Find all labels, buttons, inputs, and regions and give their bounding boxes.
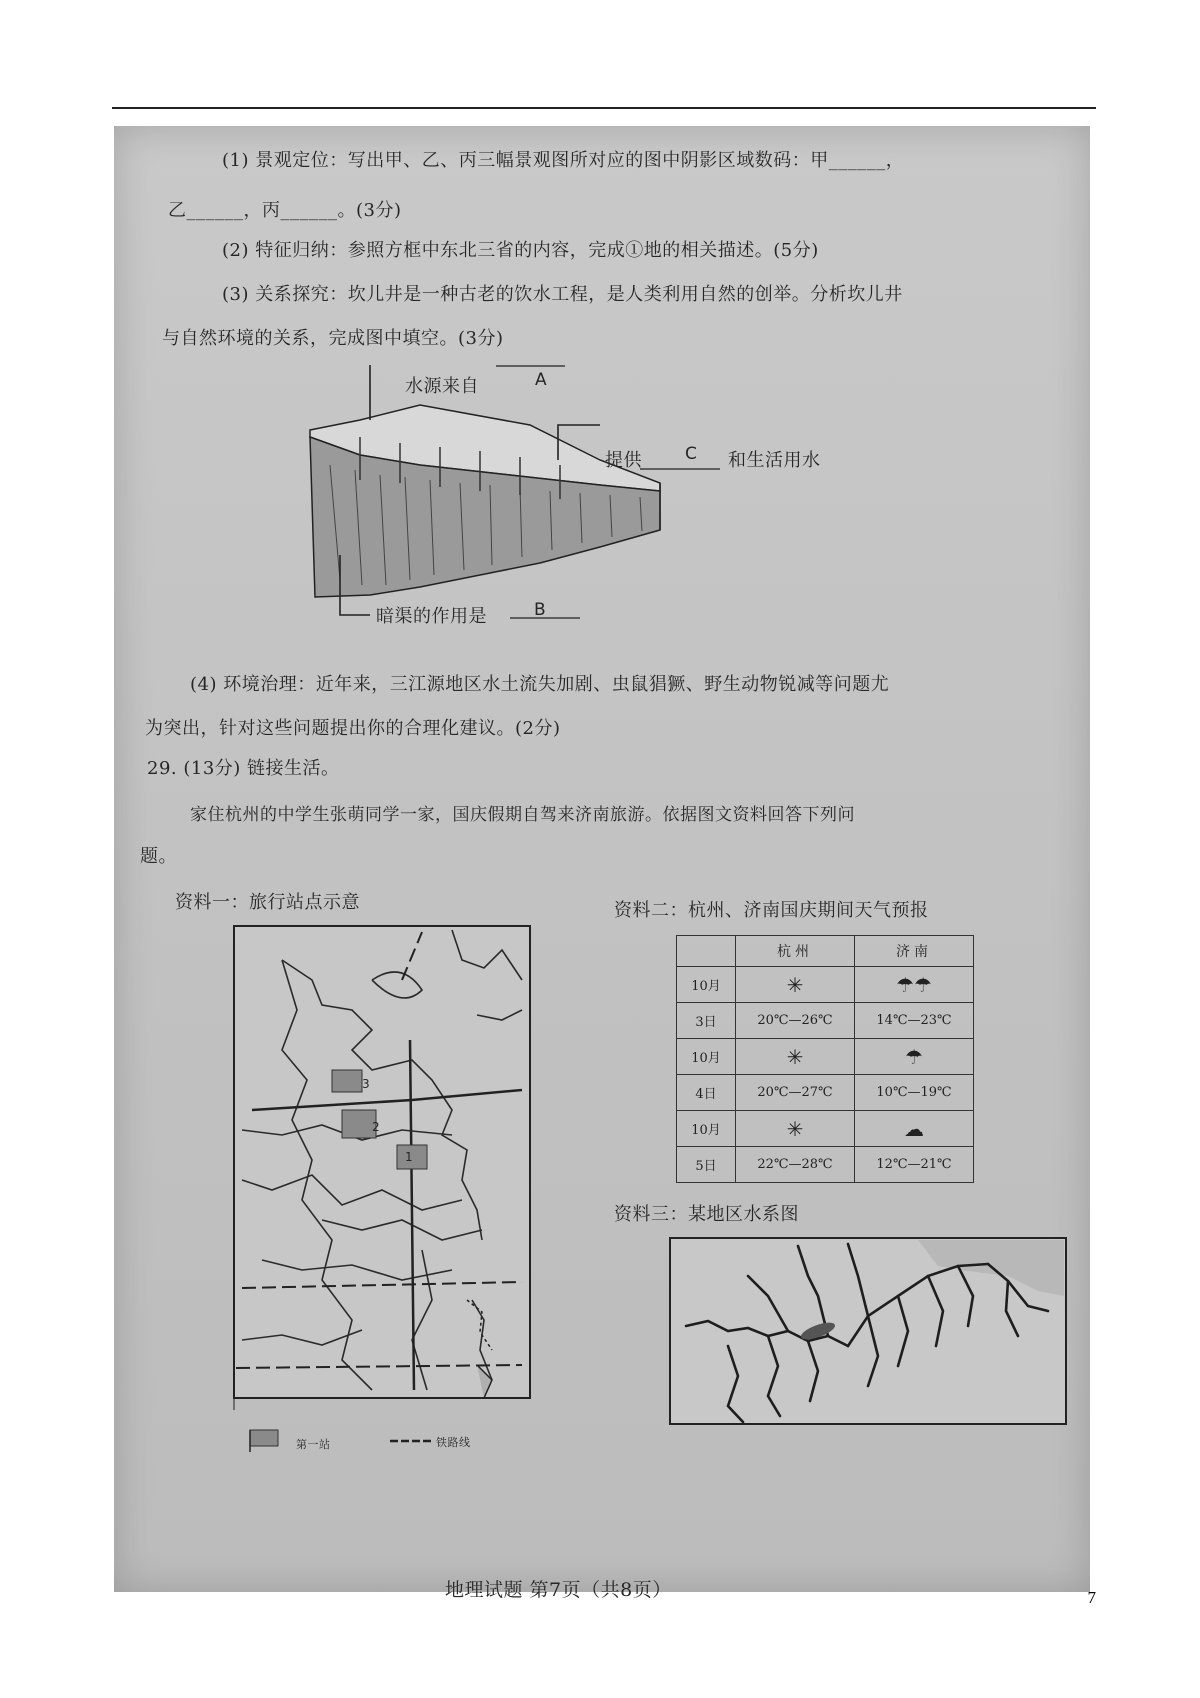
legend-station-label: 第一站 <box>296 1438 331 1451</box>
sun-icon: ✳ <box>736 1111 855 1147</box>
map-station-1: 1 <box>405 1150 414 1164</box>
weather-jn-temp: 12℃—21℃ <box>855 1147 974 1183</box>
rain-icon: ☂ <box>855 1039 974 1075</box>
exam-footer: 地理试题 第7页（共8页） <box>445 1579 672 1601</box>
question-4-line-1: (4) 环境治理：近年来，三江源地区水土流失加剧、虫鼠猖獗、野生动物锐减等问题尤 <box>190 674 890 695</box>
weather-day: 4日 <box>677 1075 736 1111</box>
question-1-line-2: 乙______，丙______。(3分) <box>168 200 402 221</box>
map-station-3: 3 <box>362 1077 371 1091</box>
weather-month: 10月 <box>677 967 736 1003</box>
map-station-2: 2 <box>372 1120 381 1134</box>
intro-line-2: 题。 <box>140 846 177 867</box>
diagram-label-b: B <box>534 600 547 620</box>
material-2-title: 资料二：杭州、济南国庆期间天气预报 <box>614 900 929 921</box>
question-1-line-1: (1) 景观定位：写出甲、乙、丙三幅景观图所对应的图中阴影区域数码：甲______， <box>222 150 905 171</box>
header-rule <box>112 107 1096 109</box>
question-3-line-1: (3) 关系探究：坎儿井是一种古老的饮水工程，是人类利用自然的创举。分析坎儿井 <box>222 284 903 305</box>
rain-icon: ☂☂ <box>855 967 974 1003</box>
weather-hz-temp: 20℃—26℃ <box>736 1003 855 1039</box>
weather-month: 10月 <box>677 1111 736 1147</box>
weather-day: 3日 <box>677 1003 736 1039</box>
travel-map <box>222 920 542 1500</box>
cloudy-icon: ☁ <box>855 1111 974 1147</box>
question-4-line-2: 为突出，针对这些问题提出你的合理化建议。(2分) <box>145 718 561 739</box>
diagram-label-c: C <box>685 444 698 464</box>
weather-header-jinan: 济南 <box>855 936 974 967</box>
weather-jn-temp: 10℃—19℃ <box>855 1075 974 1111</box>
page-number: 7 <box>1087 1588 1096 1607</box>
diagram-label-a: A <box>535 370 548 390</box>
diagram-label-c-suffix: 和生活用水 <box>728 450 821 471</box>
material-3-title: 资料三：某地区水系图 <box>614 1204 799 1225</box>
sun-icon: ✳ <box>736 967 855 1003</box>
weather-hz-temp: 22℃—28℃ <box>736 1147 855 1183</box>
diagram-label-b-prefix: 暗渠的作用是 <box>376 606 487 627</box>
legend-railway-label: 铁路线 <box>436 1436 471 1449</box>
weather-hz-temp: 20℃—27℃ <box>736 1075 855 1111</box>
weather-day: 5日 <box>677 1147 736 1183</box>
material-1-title: 资料一：旅行站点示意 <box>175 892 360 913</box>
question-2: (2) 特征归纳：参照方框中东北三省的内容，完成①地的相关描述。(5分) <box>222 240 819 261</box>
weather-header-hangzhou: 杭州 <box>736 936 855 967</box>
weather-table <box>676 935 974 1183</box>
question-29: 29. (13分) 链接生活。 <box>147 758 340 779</box>
weather-header-empty <box>677 936 736 967</box>
diagram-label-c-prefix: 提供 <box>605 450 642 471</box>
diagram-label-a-prefix: 水源来自 <box>405 376 479 397</box>
weather-jn-temp: 14℃—23℃ <box>855 1003 974 1039</box>
intro-line-1: 家住杭州的中学生张萌同学一家，国庆假期自驾来济南旅游。依据图文资料回答下列问 <box>190 805 855 825</box>
weather-month: 10月 <box>677 1039 736 1075</box>
question-3-line-2: 与自然环境的关系，完成图中填空。(3分) <box>162 328 504 349</box>
karez-diagram <box>300 365 940 630</box>
sun-icon: ✳ <box>736 1039 855 1075</box>
river-system-map <box>668 1236 1088 1436</box>
